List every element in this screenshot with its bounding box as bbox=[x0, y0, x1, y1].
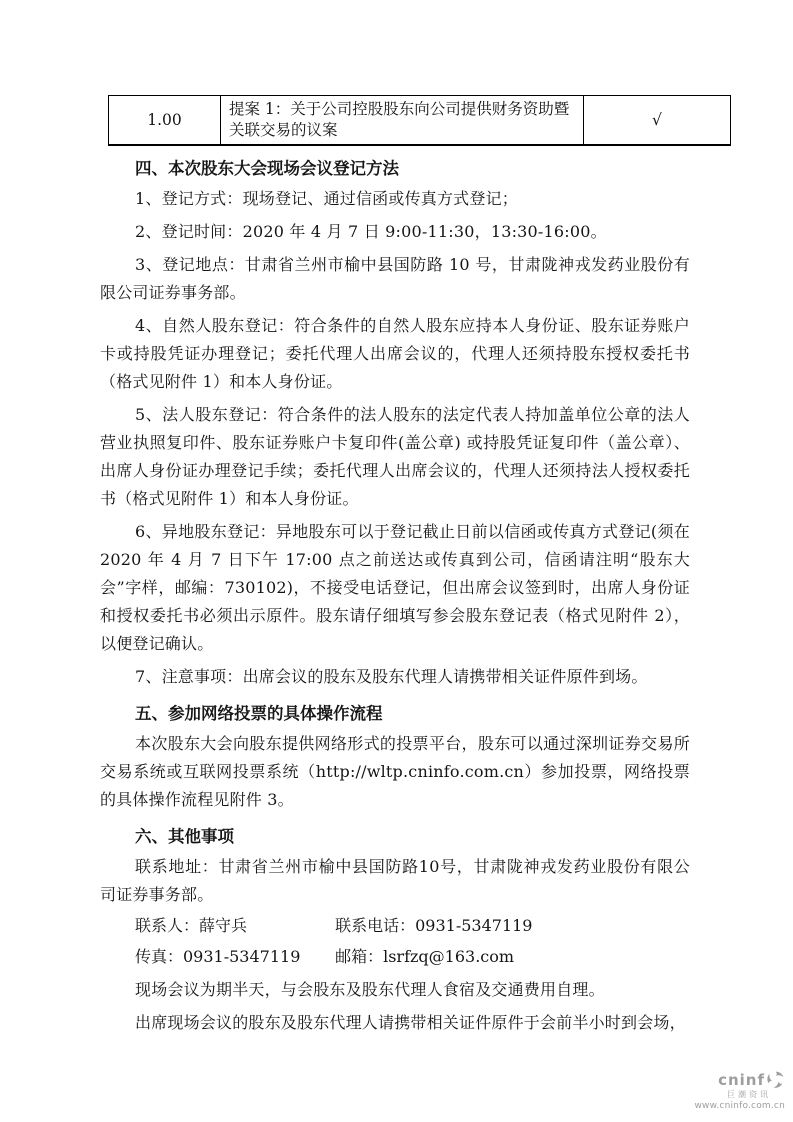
cninfo-chinese-name: 巨潮资讯 bbox=[727, 1090, 771, 1099]
paragraph-legal-person-registration: 5、法人股东登记：符合条件的法人股东的法定代表人持加盖单位公章的法人营业执照复印件、股东证券账户卡复印件(盖公章) 或持股凭证复印件（盖公章）、出席人身份证办理登记手续；委托代理人出席会议的，代理人还须持法人授权委托书（格式见附件 1）和本人身份证。 bbox=[100, 405, 690, 508]
section-heading-online-voting: 五、参加网络投票的具体操作流程 bbox=[135, 704, 383, 723]
proposal-table bbox=[108, 95, 731, 146]
paragraph-natural-person-registration: 4、自然人股东登记：符合条件的自然人股东应持本人身份证、股东证券账户卡或持股凭证办理登记；委托代理人出席会议的，代理人还须持股东授权委托书（格式见附件 1）和本人身份证。 bbox=[100, 316, 690, 391]
cninfo-logo bbox=[675, 1070, 785, 1111]
table-row bbox=[109, 96, 731, 146]
document-content bbox=[100, 95, 690, 1037]
contact-person: 联系人：薛守兵 bbox=[135, 916, 248, 935]
paragraph-registration-place: 3、登记地点：甘肃省兰州市榆中县国防路 10 号，甘肃陇神戎发药业股份有限公司证券事务部。 bbox=[100, 255, 690, 302]
fax-email-row bbox=[100, 943, 690, 971]
section-heading-other-matters: 六、其他事项 bbox=[135, 827, 234, 846]
proposal-check-cell: √ bbox=[584, 96, 731, 146]
paragraph-registration-time: 2、登记时间：2020 年 4 月 7 日 9:00-11:30，13:30-16:00。 bbox=[135, 222, 607, 241]
paragraph-arrival-notice: 出席现场会议的股东及股东代理人请携带相关证件原件于会前半小时到会场， bbox=[135, 1013, 686, 1032]
cninfo-logo-top bbox=[675, 1070, 785, 1089]
cninfo-brand-text: cninf bbox=[718, 1070, 765, 1089]
paragraph-remote-registration: 6、异地股东登记：异地股东可以于登记截止日前以信函或传真方式登记(须在 2020 年 4 月 7 日下午 17:00 点之前送达或传真到公司，信函请注明“股东大会”字样，邮编：730102)，不接受电话登记，但出席会议签到时，出席人身份证和授权委托书必须出示原件。股东请仔细填写参会股东登记表（格式见附件 2），以便登记确认。 bbox=[100, 522, 690, 653]
paragraph-registration-method: 1、登记方式：现场登记、通过信函或传真方式登记； bbox=[135, 189, 518, 208]
proposal-title-cell: 提案 1：关于公司控股股东向公司提供财务资助暨关联交易的议案 bbox=[221, 96, 584, 146]
contact-row bbox=[100, 912, 690, 940]
contact-email: 邮箱：lsrfzq@163.com bbox=[335, 947, 515, 966]
paragraph-half-day-meeting: 现场会议为期半天，与会股东及股东代理人食宿及交通费用自理。 bbox=[135, 980, 605, 999]
cninfo-swirl-icon bbox=[766, 1070, 785, 1089]
section-heading-registration: 四、本次股东大会现场会议登记方法 bbox=[135, 159, 399, 178]
paragraph-contact-address: 联系地址：甘肃省兰州市榆中县国防路10号，甘肃陇神戎发药业股份有限公司证券事务部。 bbox=[100, 857, 690, 904]
proposal-ratio-cell: 1.00 bbox=[109, 96, 221, 146]
paragraph-notes: 7、注意事项：出席会议的股东及股东代理人请携带相关证件原件到场。 bbox=[135, 667, 648, 686]
contact-phone: 联系电话：0931-5347119 bbox=[335, 916, 533, 935]
cninfo-url: www.cninfo.com.cn bbox=[694, 1101, 785, 1111]
contact-fax: 传真：0931-5347119 bbox=[135, 947, 301, 966]
paragraph-online-voting: 本次股东大会向股东提供网络形式的投票平台，股东可以通过深圳证券交易所交易系统或互联网投票系统（http://wltp.cninfo.com.cn）参加投票，网络投票的具体操作流程见附件 3。 bbox=[100, 734, 690, 809]
